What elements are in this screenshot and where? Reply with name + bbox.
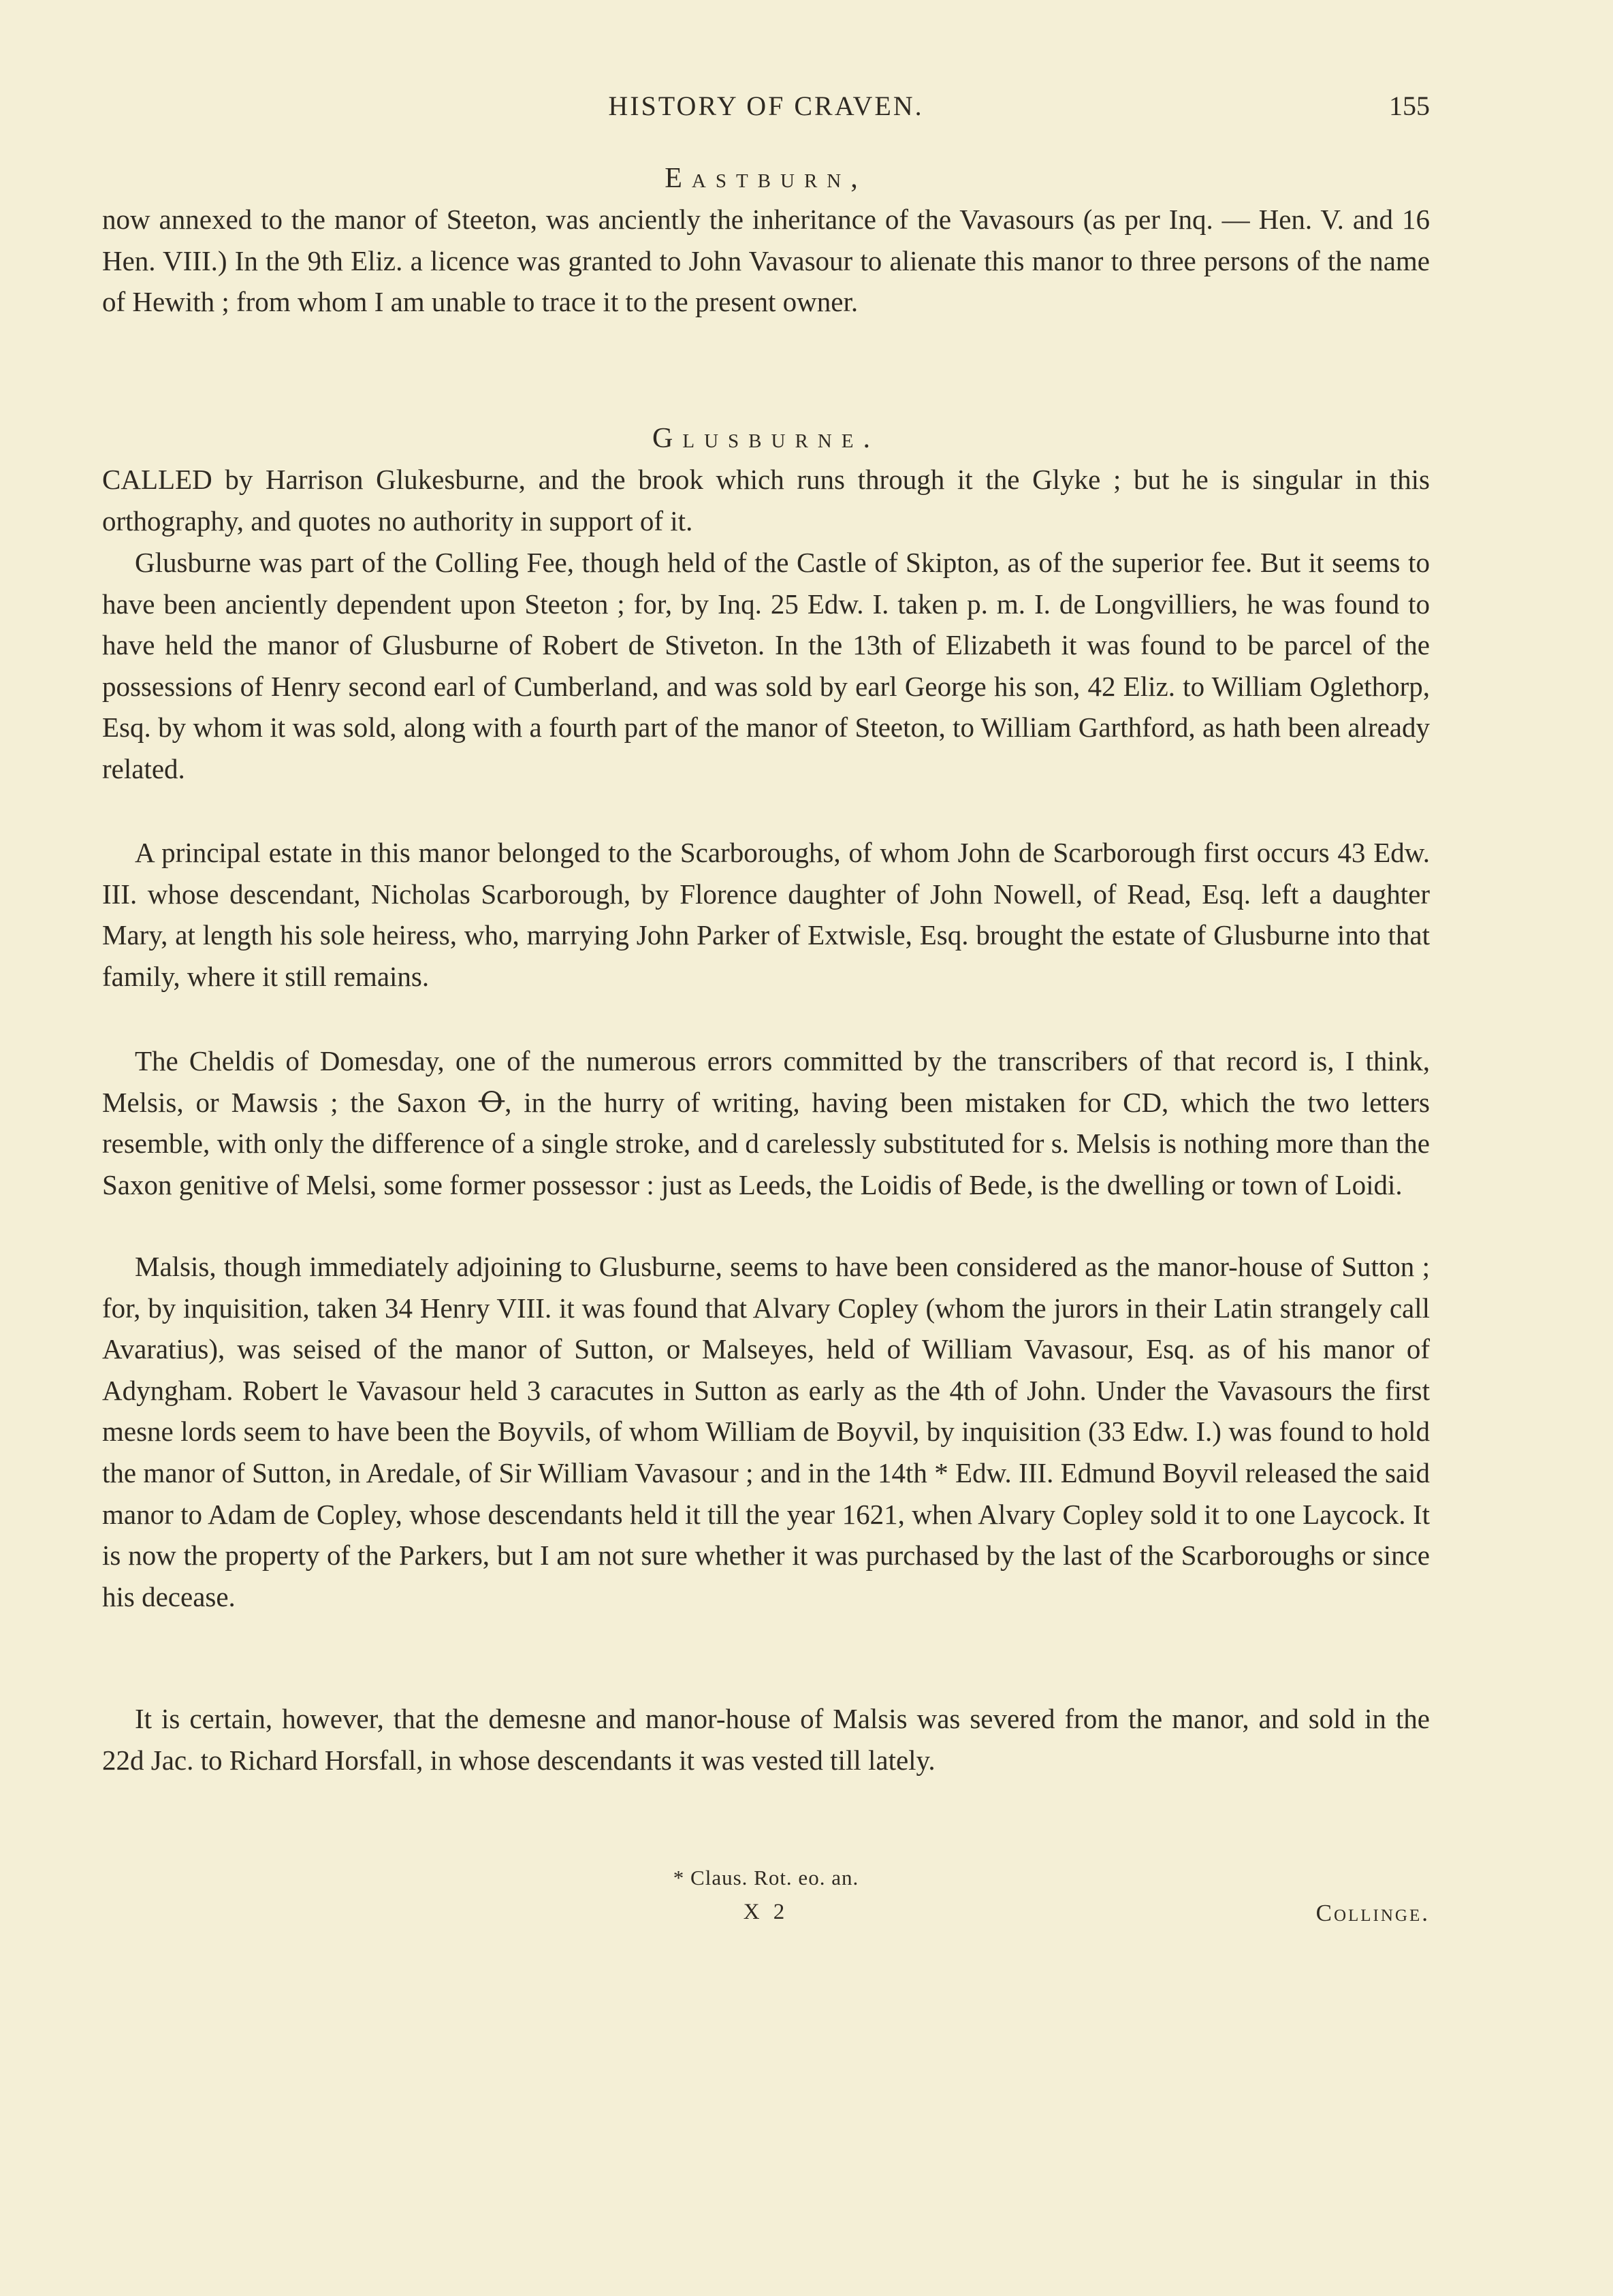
paragraph: Malsis, though immediately adjoining to Glusburne, seems to have been considered as the manor-house of Sutton ; for, by inquisition, taken 34 Henry VIII. it was found that Alvary Copley (whom the jurors in their Latin strangely call Avaratius), was seised of the manor of Sutton, or Malseyes, held of William Vavasour, Esq. as of his manor of Adyngham. Robert le Vavasour held 3 caracutes in Sutton as early as the 4th of John. Under the Vavasours the first mesne lords seem to have been the Boyvils, of whom William de Boyvil, by inquisition (33 Edw. I.) was found to hold the manor of Sutton, in Aredale, of Sir William Vavasour ; and in the 14th * Edw. III. Edmund Boyvil released the said manor to Adam de Copley, whose descendants held it till the year 1621, when Alvary Copley sold it to one Laycock. It is now the property of the Parkers, but I am not sure whether it was purchased by the last of the Scarboroughs or since his decease. bbox=[102, 1251, 1430, 1612]
footnote: * Claus. Rot. eo. an. bbox=[673, 1866, 859, 1890]
paragraph: It is certain, however, that the demesne and manor-house of Malsis was severed from the manor, and sold in the 22d Jac. to Richard Horsfall, in whose descendants it was vested till lately. bbox=[102, 1703, 1430, 1776]
page-number: 155 bbox=[1389, 91, 1430, 121]
paragraph: The Cheldis of Domesday, one of the numerous errors committed by the transcribers of that record is, I think, Melsis, or Mawsis ; the Saxon Ꝋ, in the hurry of writing, having been mistaken for CD, which the two letters resemble, with only the difference of a single stroke, and d carelessly substituted for s. Melsis is nothing more than the Saxon genitive of Melsi, some former possessor : just as Leeds, the Loidis of Bede, is the dwelling or town of Loidi. bbox=[102, 1045, 1430, 1200]
running-title: HISTORY OF CRAVEN. bbox=[608, 91, 924, 121]
signature-mark: X 2 bbox=[743, 1900, 789, 1924]
paragraph: Glusburne was part of the Colling Fee, though held of the Castle of Skipton, as of the superior fee. But it seems to have been anciently dependent upon Steeton ; for, by Inq. 25 Edw. I. taken p. m. I. de Longvilliers, he was found to have held the manor of Glusburne of Robert de Stiveton. In the 13th of Elizabeth it was found to be parcel of the possessions of Henry second earl of Cumberland, and was sold by earl George his son, 42 Eliz. to William Oglethorp, Esq. by whom it was sold, along with a fourth part of the manor of Steeton, to William Garthford, as hath been already related. bbox=[102, 547, 1430, 784]
section-heading-glusburne: Glusburne. bbox=[652, 423, 880, 454]
paragraph: A principal estate in this manor belonged to the Scarboroughs, of whom John de Scarborough first occurs 43 Edw. III. whose descendant, Nicholas Scarborough, by Florence daughter of John Nowell, of Read, Esq. left a daughter Mary, at length his sole heiress, who, marrying John Parker of Extwisle, Esq. brought the estate of Glusburne into that family, where it still remains. bbox=[102, 837, 1430, 992]
running-head bbox=[102, 87, 1430, 128]
book-page bbox=[102, 0, 1430, 2296]
paragraph: CALLED by Harrison Glukesburne, and the brook which runs through it the Glyke ; but he is singular in this orthography, and quotes no authority in support of it. bbox=[102, 464, 1430, 537]
section-heading-eastburn: Eastburn, bbox=[665, 163, 867, 194]
paragraph: now annexed to the manor of Steeton, was anciently the inheritance of the Vavasours (as per Inq. — Hen. V. and 16 Hen. VIII.) In the 9th Eliz. a licence was granted to John Vavasour to alienate this manor to three persons of the name of Hewith ; from whom I am unable to trace it to the present owner. bbox=[102, 204, 1430, 318]
catchword: Collinge. bbox=[1315, 1900, 1430, 1926]
